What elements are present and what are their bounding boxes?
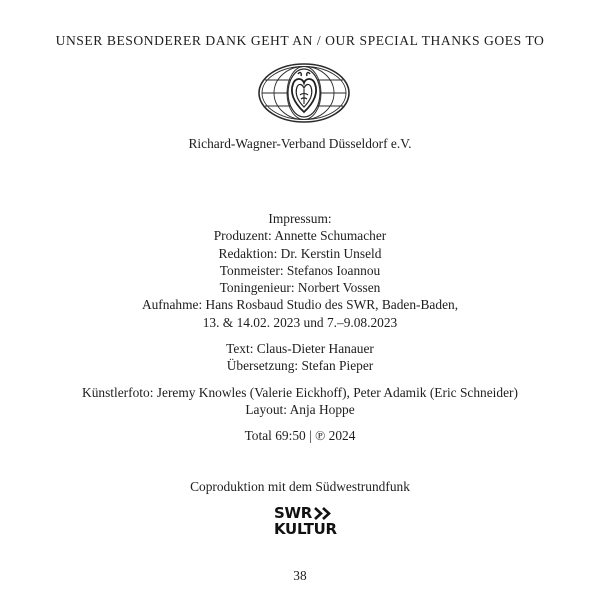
double-chevron-right-icon (314, 507, 334, 520)
credit-line: Text: Claus-Dieter Hanauer (226, 341, 374, 357)
credit-line: 13. & 14.02. 2023 und 7.–9.08.2023 (202, 314, 398, 330)
coproduction-note: Coproduktion mit dem Südwestrundfunk (190, 479, 410, 494)
credit-line: Impressum: (268, 211, 332, 226)
spacer (0, 375, 600, 384)
thanks-heading: UNSER BESONDERER DANK GEHT AN / OUR SPECIAL THANKS GOES TO (55, 33, 545, 48)
credit-line: Tonmeister: Stefanos Ioannou (219, 262, 381, 278)
credit-line: Produzent: Annette Schumacher (213, 228, 387, 244)
credit-line: Redaktion: Dr. Kerstin Unseld (218, 245, 382, 261)
credits-block (0, 210, 600, 445)
credit-line: Übersetzung: Stefan Pieper (226, 358, 374, 374)
credit-line: Toningenieur: Norbert Vossen (219, 280, 381, 296)
credit-line: Layout: Anja Hoppe (245, 401, 355, 417)
association-name: Richard-Wagner-Verband Düsseldorf e.V. (188, 136, 412, 151)
wagner-society-globe-emblem-icon (257, 62, 351, 124)
credit-line: Künstlerfoto: Jeremy Knowles (Valerie Eickhoff), Peter Adamik (Eric Schneider) (82, 384, 518, 400)
swr-logo-line2: KULTUR (274, 520, 337, 538)
swr-logo-line1: SWR (274, 504, 312, 522)
spacer (0, 331, 600, 340)
spacer (0, 418, 600, 427)
page-number: 38 (293, 568, 307, 583)
total-duration-line: Total 69:50 | ℗ 2024 (244, 428, 356, 444)
credit-line: Aufnahme: Hans Rosbaud Studio des SWR, Baden-Baden, (141, 297, 459, 313)
swr-kultur-logo (274, 505, 338, 539)
